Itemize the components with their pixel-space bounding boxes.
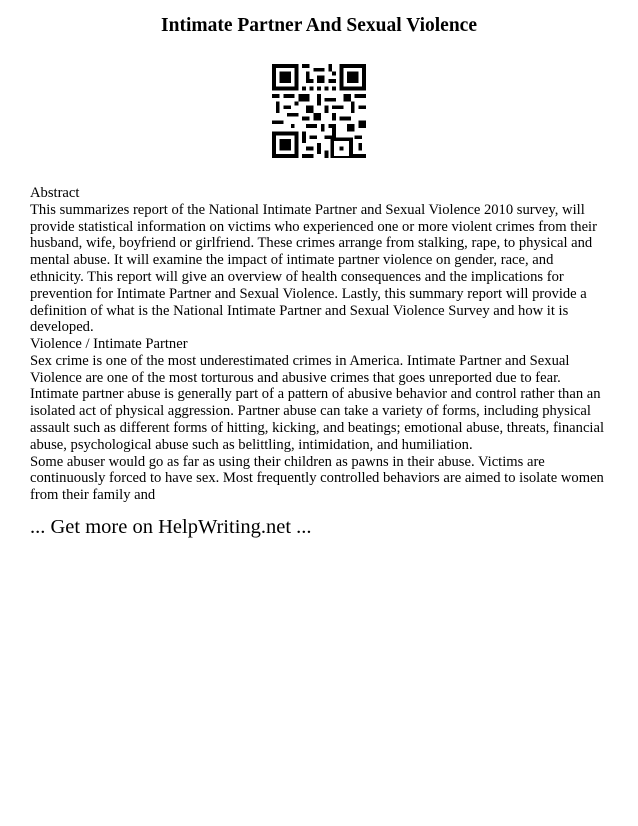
- violence-paragraph-1: Sex crime is one of the most underestimated crimes in America. Intimate Partner and Sexual Violence are one of the most torturous and abusive crimes that goes unreported due to fear. Intimate partner abuse is generally part of a pattern of abusive behavior and control rather than an isolated act of physical aggression. Partner abuse can take a variety of forms, including physical assault such as different forms of hitting, kicking, and beatings; emotional abuse, threats, financial abuse, psychological abuse such as belittling, intimidation, and humiliation.: [30, 352, 605, 453]
- violence-paragraph-2: Some abuser would go as far as using their children as pawns in their abuse. Victims are continuously forced to have sex. Most frequently controlled behaviors are aimed to isolate women from their family and: [30, 453, 604, 504]
- qr-code-icon: [272, 64, 366, 158]
- get-more-link[interactable]: ... Get more on HelpWriting.net ...: [30, 516, 312, 538]
- abstract-section: [30, 185, 610, 336]
- violence-heading: Violence / Intimate Partner: [30, 336, 188, 352]
- abstract-heading: Abstract: [30, 185, 80, 201]
- document-title: Intimate Partner And Sexual Violence: [161, 15, 477, 36]
- violence-section: [30, 336, 610, 504]
- abstract-paragraph: This summarizes report of the National Intimate Partner and Sexual Violence 2010 survey, will provide statistical information on victims who experienced one or more violent crimes from their husband, wife, boyfriend or girlfriend. These crimes arrange from stalking, rape, to physical and mental abuse. It will examine the impact of intimate partner violence on gender, race, and ethnicity. This report will give an overview of health consequences and the implications for prevention for Intimate Partner and Sexual Violence. Lastly, this summary report will provide a definition of what is the National Intimate Partner and Sexual Violence Survey and how it is developed.: [30, 201, 597, 336]
